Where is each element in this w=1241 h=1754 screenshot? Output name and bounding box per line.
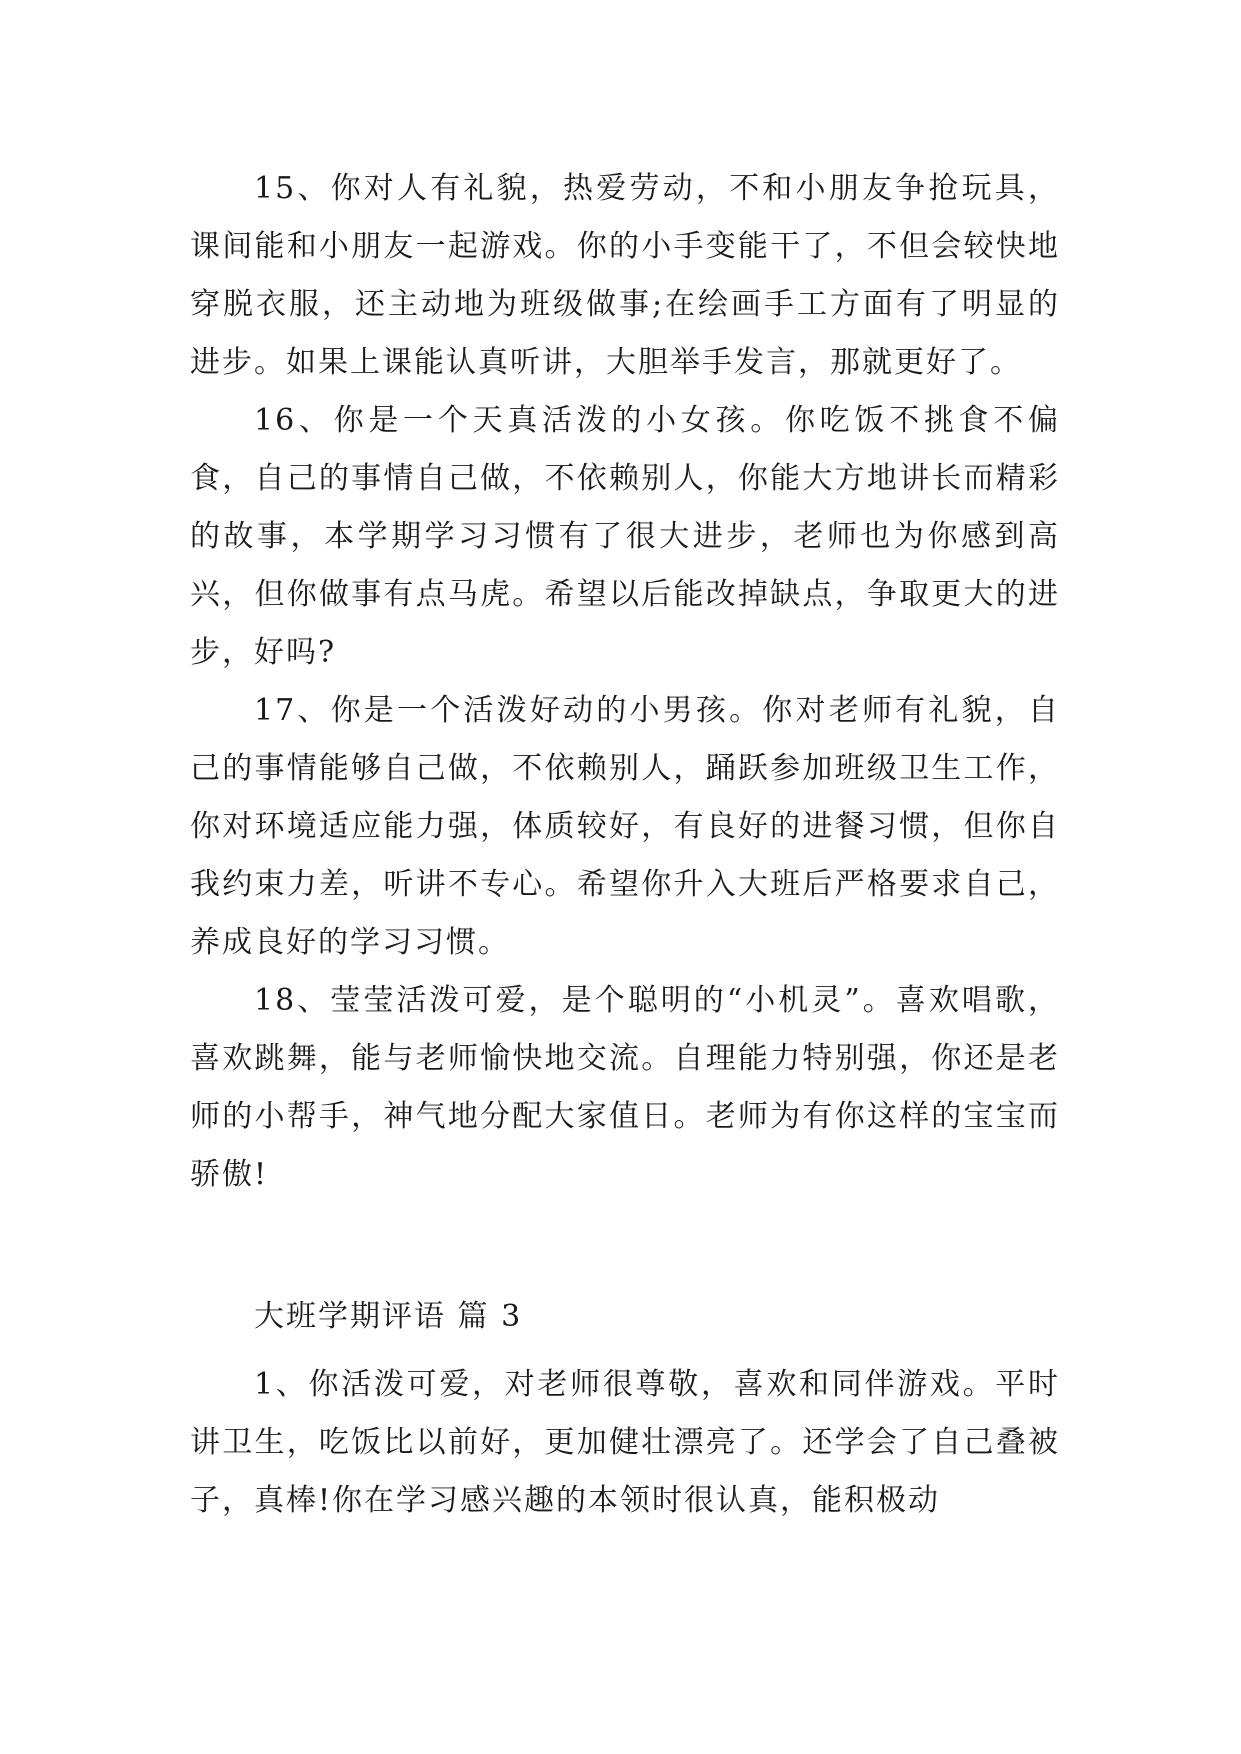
paragraph-1: 1、你活泼可爱，对老师很尊敬，喜欢和同伴游戏。平时讲卫生，吃饭比以前好，更加健壮漂亮了。还学会了自己叠被子，真棒!你在学习感兴趣的本领时很认真，能积极动 [190,1367,1060,1518]
paragraph-18: 18、莹莹活泼可爱，是个聪明的“小机灵”。喜欢唱歌，喜欢跳舞，能与老师愉快地交流。自理能力特别强，你还是老师的小帮手，神气地分配大家值日。老师为有你这样的宝宝而骄傲! [190,983,1060,1192]
paragraph-16: 16、你是一个天真活泼的小女孩。你吃饭不挑食不偏食，自己的事情自己做，不依赖别人，你能大方地讲长而精彩的故事，本学期学习习惯有了很大进步，老师也为你感到高兴，但你做事有点马虎。希望以后能改掉缺点，争取更大的进步，好吗? [190,403,1060,670]
paragraph-15: 15、你对人有礼貌，热爱劳动，不和小朋友争抢玩具，课间能和小朋友一起游戏。你的小手变能干了，不但会较快地穿脱衣服，还主动地为班级做事;在绘画手工方面有了明显的进步。如果上课能认真听讲，大胆举手发言，那就更好了。 [190,171,1060,380]
section-title: 大班学期评语 篇 3 [254,1299,523,1334]
paragraph-17: 17、你是一个活泼好动的小男孩。你对老师有礼貌，自己的事情能够自己做，不依赖别人，踊跃参加班级卫生工作，你对环境适应能力强，体质较好，有良好的进餐习惯，但你自我约束力差，听讲不专心。希望你升入大班后严格要求自己，养成良好的学习习惯。 [190,693,1060,960]
document-page [190,160,1060,1530]
